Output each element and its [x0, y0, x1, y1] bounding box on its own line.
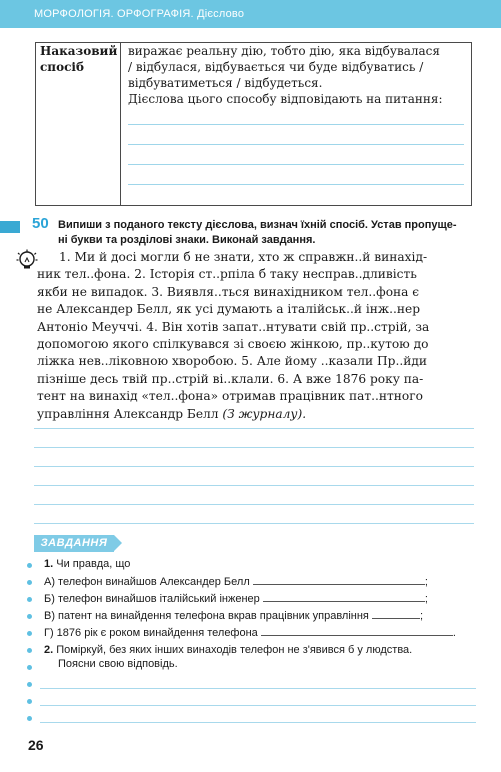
- mood-name-cell: [40, 43, 118, 75]
- instruction-line: ні букви та розділові знаки. Виконай завдання.: [58, 234, 316, 246]
- text-line: управління Александр Белл (З журналу).: [37, 406, 307, 421]
- text-line: не Александер Белл, як усі думають а італійськ..й інж..нер: [37, 302, 421, 317]
- bullet: [27, 580, 32, 585]
- bullet: [27, 665, 32, 670]
- section-title: МОРФОЛОГІЯ. ОРФОГРАФІЯ. Дієслово: [34, 8, 245, 20]
- task-question-2: 2. Поміркуй, без яких інших винаходів телефон не з'явився б у людства.: [44, 644, 413, 656]
- mood-name-line: спосіб: [40, 60, 84, 74]
- mood-definition-cell: [128, 43, 468, 107]
- text-line: ник тел..фона. 2. Історія ст..рпіла б таку несправ..дливість: [37, 267, 417, 282]
- task-question-1: 1. Чи правда, що: [44, 558, 131, 570]
- task-option: Г) 1876 рік є роком винайдення телефона .: [44, 627, 456, 639]
- text-source: (З журналу).: [222, 406, 307, 421]
- task-option: Б) телефон винайшов італійський інженер ;: [44, 593, 428, 605]
- text-line: Антоніо Меуччі. 4. Він хотів запат..нтувати свій пр..стрій, за: [37, 319, 430, 334]
- answer-line[interactable]: [34, 447, 474, 448]
- bullet: [27, 699, 32, 704]
- bullet: [27, 716, 32, 721]
- answer-line[interactable]: [128, 144, 464, 145]
- definition-line: / відбулася, відбувається чи буде відбуватись /: [128, 60, 424, 74]
- answer-blank[interactable]: [263, 591, 425, 602]
- answer-blank[interactable]: [261, 625, 453, 636]
- section-header: [0, 0, 501, 28]
- page-number: 26: [28, 737, 44, 753]
- answer-line[interactable]: [40, 722, 476, 723]
- text-line: пізніше десь твій пр..стрій ві..клали. 6. А вже 1876 року па-: [37, 371, 424, 386]
- bullet: [27, 563, 32, 568]
- answer-blank[interactable]: [372, 608, 420, 619]
- answer-line[interactable]: [128, 184, 464, 185]
- answer-line[interactable]: [34, 485, 474, 486]
- exercise-instruction: [58, 218, 478, 248]
- definition-line: Дієслова цього способу відповідають на питання:: [128, 92, 443, 106]
- text-line: тент на винахід «тел..фона» отримав працівник пат..нтного: [37, 389, 423, 404]
- bullet: [27, 597, 32, 602]
- exercise-marker: [0, 221, 20, 233]
- exercise-number: 50: [32, 215, 49, 232]
- task-option: А) телефон винайшов Александер Белл ;: [44, 576, 428, 588]
- text-line: ліжка нев..ліковною хворобою. 5. Але йому ..казали Пр..йди: [37, 354, 427, 369]
- definition-line: відбуватиметься / відбудеться.: [128, 76, 323, 90]
- task-option: В) патент на винайдення телефона вкрав працівник управління ;: [44, 610, 424, 622]
- answer-line[interactable]: [128, 124, 464, 125]
- text-line: якби не випадок. 3. Виявля..ться винахідником тел..фона є: [37, 284, 420, 299]
- table-divider: [120, 43, 121, 205]
- answer-blank[interactable]: [253, 574, 425, 585]
- bullet: [27, 648, 32, 653]
- instruction-line: Випиши з поданого тексту дієслова, визнач їхній спосіб. Устав пропуще-: [58, 219, 457, 231]
- task-question-2-line: Поясни свою відповідь.: [58, 658, 178, 670]
- bullet: [27, 614, 32, 619]
- answer-line[interactable]: [128, 164, 464, 165]
- answer-line[interactable]: [34, 504, 474, 505]
- text-line: допомогою якого спілкувався зі своєю жінкою, пр..кутою до: [37, 337, 429, 352]
- bullet: [27, 631, 32, 636]
- text-line: 1. Ми й досі могли б не знати, хто ж справжн..й винахід-: [59, 250, 428, 264]
- answer-line[interactable]: [40, 705, 476, 706]
- bullet: [27, 682, 32, 687]
- lightbulb-icon: [16, 249, 38, 271]
- exercise-text: [37, 249, 477, 423]
- tasks-badge: ЗАВДАННЯ: [34, 535, 114, 552]
- answer-line[interactable]: [34, 466, 474, 467]
- definition-line: виражає реальну дію, тобто дію, яка відбувалася: [128, 44, 440, 58]
- mood-name-line: Наказовий: [40, 44, 118, 58]
- answer-line[interactable]: [34, 428, 474, 429]
- grammar-table: [35, 42, 472, 206]
- answer-line[interactable]: [34, 523, 474, 524]
- answer-line[interactable]: [40, 688, 476, 689]
